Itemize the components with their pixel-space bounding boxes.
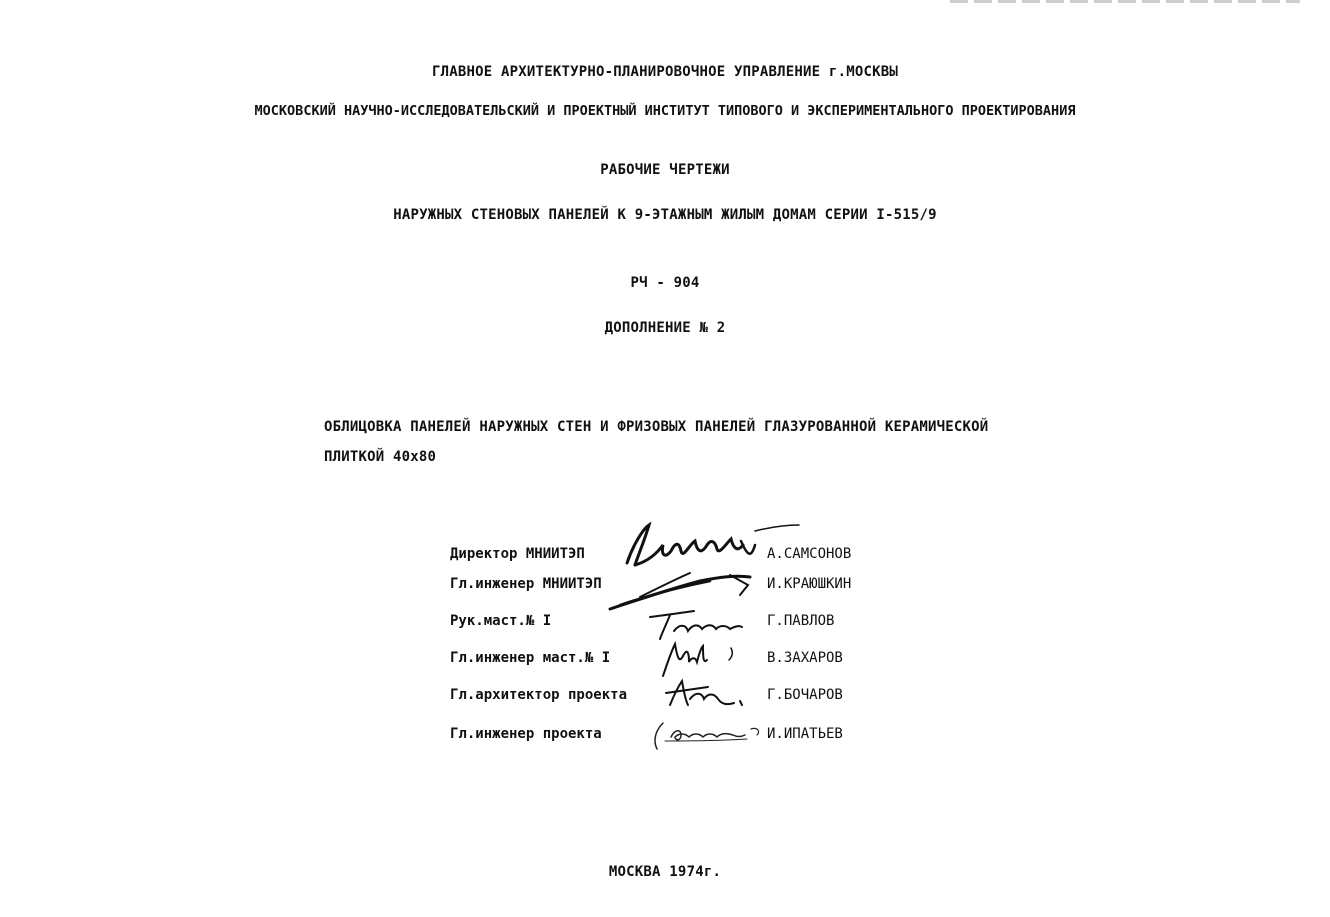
doc-type-title: РАБОЧИЕ ЧЕРТЕЖИ <box>600 162 730 178</box>
signatory-role: Гл.инженер МНИИТЭП <box>450 576 602 592</box>
signatory-name: Г.БОЧАРОВ <box>767 687 843 703</box>
signatory-name: В.ЗАХАРОВ <box>767 650 843 666</box>
signatory-role: Рук.маст.№ I <box>450 613 552 629</box>
signatory-role: Гл.инженер маст.№ I <box>450 650 611 666</box>
description-line-1: ОБЛИЦОВКА ПАНЕЛЕЙ НАРУЖНЫХ СТЕН И ФРИЗОВЫХ ПАНЕЛЕЙ ГЛАЗУРОВАННОЙ КЕРАМИЧЕСКОЙ <box>324 419 989 435</box>
signatory-name: А.САМСОНОВ <box>767 546 852 562</box>
signature-project-architect <box>660 675 750 715</box>
org-line-2: МОСКОВСКИЙ НАУЧНО-ИССЛЕДОВАТЕЛЬСКИЙ И ПРОЕКТНЫЙ ИНСТИТУТ ТИПОВОГО И ЭКСПЕРИМЕНТАЛЬНОГО ПРОЕКТИРОВАНИЯ <box>254 103 1076 119</box>
scan-edge-artifact <box>950 0 1300 3</box>
signatory-role: Директор МНИИТЭП <box>450 546 585 562</box>
addendum-number: ДОПОЛНЕНИЕ № 2 <box>604 320 726 336</box>
signature-project-engineer <box>645 715 770 755</box>
org-line-1: ГЛАВНОЕ АРХИТЕКТУРНО-ПЛАНИРОВОЧНОЕ УПРАВЛЕНИЕ г.МОСКВЫ <box>432 64 898 80</box>
signatory-name: И.КРАЮШКИН <box>767 576 852 592</box>
doc-code: РЧ - 904 <box>630 275 700 291</box>
signatory-name: И.ИПАТЬЕВ <box>767 726 843 742</box>
place-and-year: МОСКВА 1974г. <box>608 864 722 880</box>
signatory-role: Гл.инженер проекта <box>450 726 602 742</box>
signatory-name: Г.ПАВЛОВ <box>767 613 835 629</box>
description-line-2: ПЛИТКОЙ 40х80 <box>324 449 437 465</box>
doc-subject: НАРУЖНЫХ СТЕНОВЫХ ПАНЕЛЕЙ К 9-ЭТАЖНЫМ ЖИЛЫМ ДОМАМ СЕРИИ I-515/9 <box>393 207 937 223</box>
signatory-role: Гл.архитектор проекта <box>450 687 628 703</box>
